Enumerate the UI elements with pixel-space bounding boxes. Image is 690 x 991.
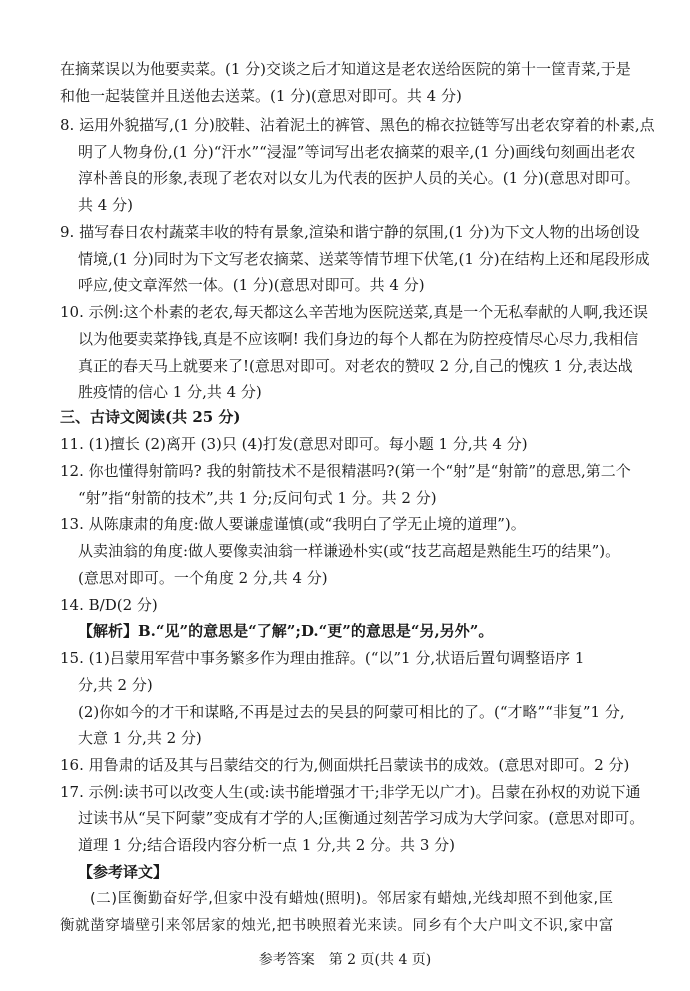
answer-11-line: 11. (1)擅长 (2)离开 (3)只 (4)打发(意思对即可。每小题 1 分,共 4 分) (60, 435, 528, 453)
text-line: 在摘菜误以为他要卖菜。(1 分)交谈之后才知道这是老农送给医院的第十一筐青菜,于是 (60, 60, 631, 78)
text-line: 大意 1 分,共 2 分) (78, 729, 202, 747)
text-line: 呼应,使文章浑然一体。(1 分)(意思对即可。共 4 分) (78, 276, 425, 294)
answer-15-line: 15. (1)吕蒙用军营中事务繁多作为理由推辞。(“以”1 分,状语后置句调整语序 1 (60, 649, 585, 667)
text-line: 过读书从“吴下阿蒙”变成有才学的人;匡衡通过刻苦学习成为大学问家。(意思对即可。 (78, 809, 645, 827)
text-line: 情境,(1 分)同时为下文写老农摘菜、送菜等情节埋下伏笔,(1 分)在结构上还和尾段形成 (78, 250, 650, 268)
answer-10-line: 10. 示例:这个朴素的老农,每天都这么辛苦地为医院送菜,真是一个无私奉献的人啊,我还误 (60, 303, 648, 321)
text-line: 分,共 2 分) (78, 676, 153, 694)
reference-translation-heading: 【参考译文】 (78, 863, 169, 881)
text-line: 和他一起装筐并且送他去送菜。(1 分)(意思对即可。共 4 分) (60, 87, 462, 105)
page-footer: 参考答案 第 2 页(共 4 页) (258, 952, 432, 968)
text-line: 真正的春天马上就要来了!(意思对即可。对老农的赞叹 2 分,自己的愧疚 1 分,表达战 (78, 357, 633, 375)
text-line: 以为他要卖菜挣钱,真是不应该啊! 我们身边的每个人都在为防控疫情尽心尽力,我相信 (78, 330, 639, 348)
answer-13-line: 13. 从陈康肃的角度:做人要谦虚谨慎(或“我明白了学无止境的道理”)。 (60, 515, 526, 533)
text-line: 道理 1 分;结合语段内容分析一点 1 分,共 2 分。共 3 分) (78, 836, 455, 854)
answer-8-line: 8. 运用外貌描写,(1 分)胶鞋、沾着泥土的裤管、黑色的棉衣拉链等写出老农穿着的朴素,点 (60, 116, 655, 134)
analysis-note: 【解析】B.“见”的意思是“了解”;D.“更”的意思是“另,另外”。 (78, 622, 494, 640)
answer-9-line: 9. 描写春日农村蔬菜丰收的特有景象,渲染和谐宁静的氛围,(1 分)为下文人物的出场创设 (60, 223, 640, 241)
text-line: “射”指“射箭的技术”,共 1 分;反问句式 1 分。共 2 分) (78, 489, 437, 507)
answer-14-line: 14. B/D(2 分) (60, 596, 158, 614)
text-line: 共 4 分) (78, 196, 133, 214)
text-line: (2)你如今的才干和谋略,不再是过去的吴县的阿蒙可相比的了。(“才略”“非复”1 分, (78, 703, 625, 721)
text-line: 从卖油翁的角度:做人要像卖油翁一样谦逊朴实(或“技艺高超是熟能生巧的结果”)。 (78, 542, 621, 560)
text-line: (意思对即可。一个角度 2 分,共 4 分) (78, 569, 328, 587)
section-heading: 三、古诗文阅读(共 25 分) (60, 408, 241, 426)
text-line: 明了人物身份,(1 分)“汗水”“浸湿”等词写出老农摘菜的艰辛,(1 分)画线句刻画出老农 (78, 143, 636, 161)
text-line: 淳朴善良的形象,表现了老农对以女儿为代表的医护人员的关心。(1 分)(意思对即可。 (78, 169, 640, 187)
translation-line: (二)匡衡勤奋好学,但家中没有蜡烛(照明)。邻居家有蜡烛,光线却照不到他家,匡 (90, 891, 614, 907)
text-line: 胜疫情的信心 1 分,共 4 分) (78, 383, 262, 401)
answer-16-line: 16. 用鲁肃的话及其与吕蒙结交的行为,侧面烘托吕蒙读书的成效。(意思对即可。2 分) (60, 756, 630, 774)
answer-12-line: 12. 你也懂得射箭吗? 我的射箭技术不是很精湛吗?(第一个“射”是“射箭”的意思,第二个 (60, 462, 631, 480)
answer-17-line: 17. 示例:读书可以改变人生(或:读书能增强才干;非学无以广才)。吕蒙在孙权的劝说下通 (60, 783, 641, 801)
translation-line: 衡就凿穿墙壁引来邻居家的烛光,把书映照着光来读。同乡有个大户叫文不识,家中富 (60, 918, 615, 934)
